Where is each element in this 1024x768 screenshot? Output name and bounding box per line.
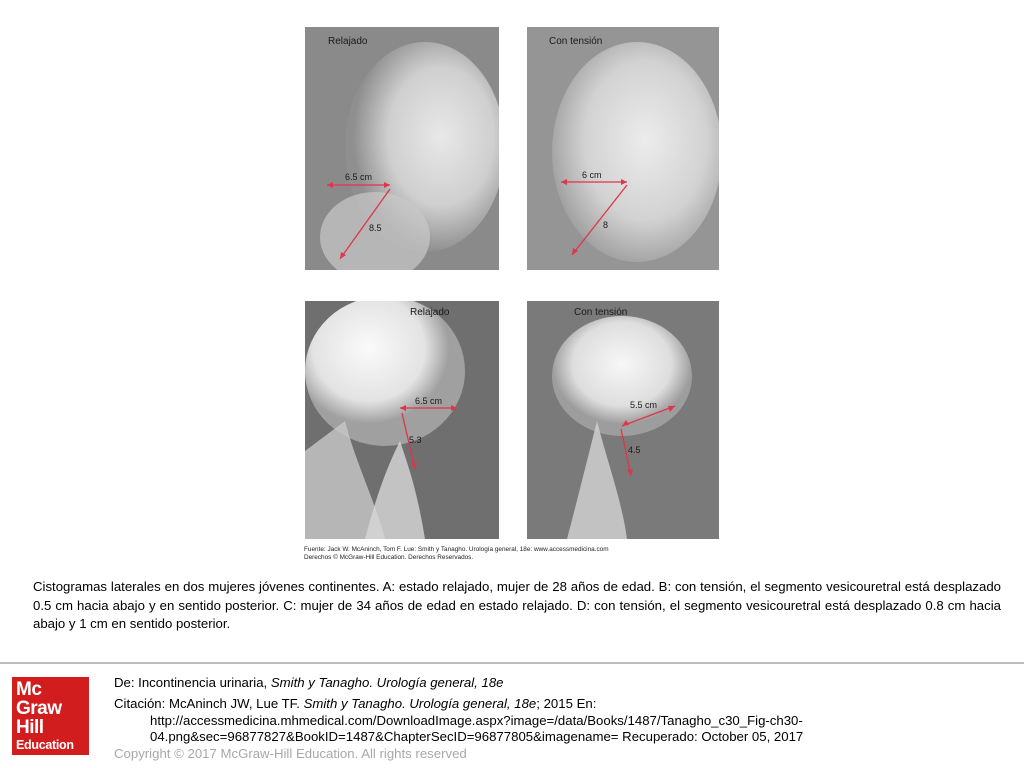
xray-panel-d [527, 301, 719, 539]
panel-b-diagonal-measure: 8 [603, 220, 609, 230]
panel-a-label: Relajado [328, 36, 368, 47]
logo-line-education: Education [16, 738, 74, 752]
panel-c-diagonal-measure: 5.3 [409, 435, 422, 445]
logo-line-graw: Graw [16, 698, 62, 719]
panel-a-horizontal-measure: 6.5 cm [345, 172, 373, 182]
xray-c-image [305, 301, 499, 539]
figure-source-note [304, 546, 724, 562]
from-book-title: Smith y Tanagho. Urología general, 18e [270, 675, 504, 690]
panel-c-horizontal-measure: 6.5 cm [415, 396, 443, 406]
footer-divider [0, 662, 1024, 664]
xray-panel-a [305, 27, 499, 270]
logo-line-mc: Mc [16, 679, 42, 700]
logo-line-hill: Hill [16, 717, 44, 738]
from-prefix: De: Incontinencia urinaria, [114, 675, 271, 690]
panel-b-label: Con tensión [549, 36, 603, 47]
panel-a-diagonal-measure: 8.5 [369, 223, 382, 233]
panel-d-diagonal-measure: 4.5 [628, 445, 641, 455]
copyright-notice: Copyright © 2017 McGraw-Hill Education. All rights reserved [114, 746, 467, 761]
mcgraw-hill-logo [12, 677, 89, 755]
panel-d-label: Con tensión [574, 307, 628, 318]
panel-d-horizontal-measure: 5.5 cm [630, 400, 658, 410]
xray-a-image [305, 27, 499, 270]
xray-panel-c [305, 301, 499, 539]
xray-b-image [527, 27, 719, 270]
xray-panel-b [527, 27, 719, 270]
figure-caption: Cistogramas laterales en dos mujeres jóvenes continentes. A: estado relajado, mujer de 28 años de edad. B: con tensión, el segmento vesicouretral está desplazado 0.5 cm hacia abajo y en sentido posterior. C: mujer de 34 años de edad en estado relajado. D: con tensión, el segmento vesicouretral está desplazado 0.8 cm hacia abajo y 1 cm en sentido posterior. [33, 579, 1001, 631]
source-chapter-line [114, 675, 504, 691]
figure-source-line: Fuente: Jack W. McAninch, Tom F. Lue: Smith y Tanagho. Urología general, 18e: www.accessmedicina.com [304, 546, 609, 553]
citation-url[interactable] [150, 713, 870, 745]
citation-url-line-2[interactable]: 04.png&sec=96877827&BookID=1487&ChapterSecID=96877805&imagename= Recuperado: October 05, 2017 [150, 729, 804, 744]
citation-line [114, 696, 596, 712]
cite-prefix: Citación: McAninch JW, Lue TF. [114, 696, 304, 711]
panel-b-horizontal-measure: 6 cm [582, 170, 602, 180]
citation-url-line-1[interactable]: http://accessmedicina.mhmedical.com/DownloadImage.aspx?image=/data/Books/1487/Tanagho_c30_Fig-ch30- [150, 713, 803, 728]
xray-d-image [527, 301, 719, 539]
figure-rights-line: Derechos © McGraw-Hill Education. Derechos Reservados. [304, 554, 474, 561]
panel-c-label: Relajado [410, 307, 450, 318]
cite-book-title: Smith y Tanagho. Urología general, 18e [303, 696, 537, 711]
cite-suffix: ; 2015 En: [536, 696, 597, 711]
